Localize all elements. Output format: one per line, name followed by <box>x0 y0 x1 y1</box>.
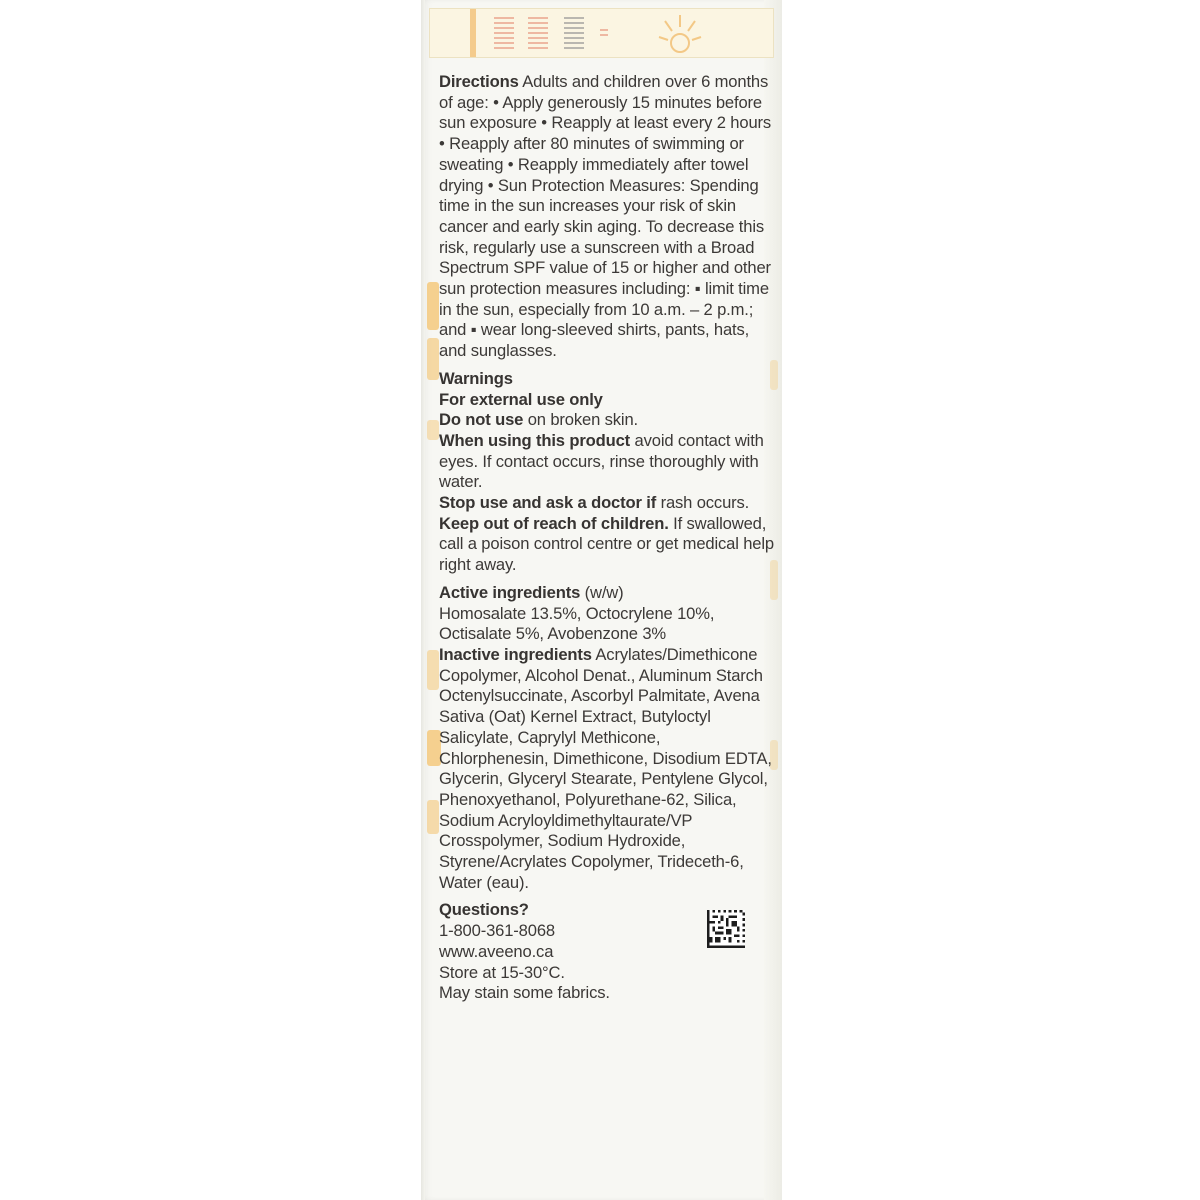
box-top-flap <box>429 8 774 58</box>
stop-use-line <box>439 493 774 514</box>
side-art-mark <box>427 420 439 440</box>
drug-facts-label <box>439 72 774 1004</box>
flap-stripe <box>564 17 584 51</box>
storage-note: Store at 15-30°C. <box>439 962 565 982</box>
box-left-edge <box>421 0 425 1200</box>
active-ingredients-heading-text: Active ingredients <box>439 582 581 602</box>
side-art-mark <box>427 650 439 690</box>
stop-use-heading: Stop use and ask a doctor if <box>439 493 657 513</box>
sun-logo-icon <box>657 13 703 58</box>
side-art-mark <box>427 282 439 330</box>
do-not-use-text: on broken skin. <box>527 410 638 430</box>
when-using-text: avoid contact with eyes. If contact occurs, rinse thoroughly with water. <box>439 430 764 492</box>
phone-number: 1-800-361-8068 <box>439 921 555 941</box>
warnings-heading-text: Warnings <box>439 368 513 388</box>
active-ingredients-list: Homosalate 13.5%, Octocrylene 10%, Octisalate 5%, Avobenzone 3% <box>439 603 715 644</box>
keep-out-heading: Keep out of reach of children. <box>439 513 669 533</box>
directions-text: Adults and children over 6 months of age: • Apply generously 15 minutes before sun exposure • Reapply at least every 2 hours • Reapply after 80 minutes of swimming or sweating • Reapply immediately after towel drying • Sun Protection Measures: Spending time in the sun increases your risk of skin cancer and early skin aging. To decrease this risk, regularly use a sunscreen with a Broad Spectrum SPF value of 15 or higher and other sun protection measures including: ▪ limit time in the sun, especially from 10 a.m. – 2 p.m.; and ▪ wear long-sleeved shirts, pants, hats, and sunglasses. <box>439 72 772 361</box>
when-using-line <box>439 431 774 493</box>
when-using-heading: When using this product <box>439 430 631 450</box>
website: www.aveeno.ca <box>439 941 554 961</box>
active-ingredients-heading <box>439 583 774 604</box>
side-art-mark <box>427 338 439 380</box>
inactive-ingredients-list: Acrylates/Dimethicone Copolymer, Alcohol Denat., Aluminum Starch Octenylsuccinate, Ascorbyl Palmitate, Avena Sativa (Oat) Kernel Extract, Butyloctyl Salicylate, Caprylyl Methicone, Chlorphenesin, Dimethicone, Disodium EDTA, Glycerin, Glyceryl Stearate, Pentylene Glycol, Phenoxyethanol, Polyurethane-62, Silica, Sodium Acryloyldimethyltaurate/VP Crosspolymer, Sodium Hydroxide, Styrene/Acrylates Copolymer, Trideceth-6, Water (eau). <box>439 644 772 892</box>
warnings-heading <box>439 369 774 390</box>
flap-orange-band <box>470 9 476 57</box>
datamatrix-barcode-icon <box>707 910 745 948</box>
side-art-mark <box>427 800 439 834</box>
questions-heading-text: Questions? <box>439 900 529 920</box>
external-use-line <box>439 390 774 411</box>
stain-note: May stain some fabrics. <box>439 983 610 1003</box>
inactive-ingredients-heading: Inactive ingredients <box>439 644 592 664</box>
flap-stripe <box>494 17 514 51</box>
keep-out-text: If swallowed, call a poison control centre or get medical help right away. <box>439 513 775 575</box>
inactive-ingredients-section <box>439 645 774 893</box>
flap-stripe <box>528 17 548 51</box>
directions-section <box>439 72 774 362</box>
flap-stripe <box>600 29 608 39</box>
active-ingredients-unit: (w/w) <box>584 582 624 602</box>
do-not-use-line <box>439 410 774 431</box>
external-use-text: For external use only <box>439 389 603 409</box>
directions-heading: Directions <box>439 72 519 91</box>
stop-use-text: rash occurs. <box>660 493 750 513</box>
do-not-use-heading: Do not use <box>439 410 524 430</box>
keep-out-line <box>439 514 774 576</box>
